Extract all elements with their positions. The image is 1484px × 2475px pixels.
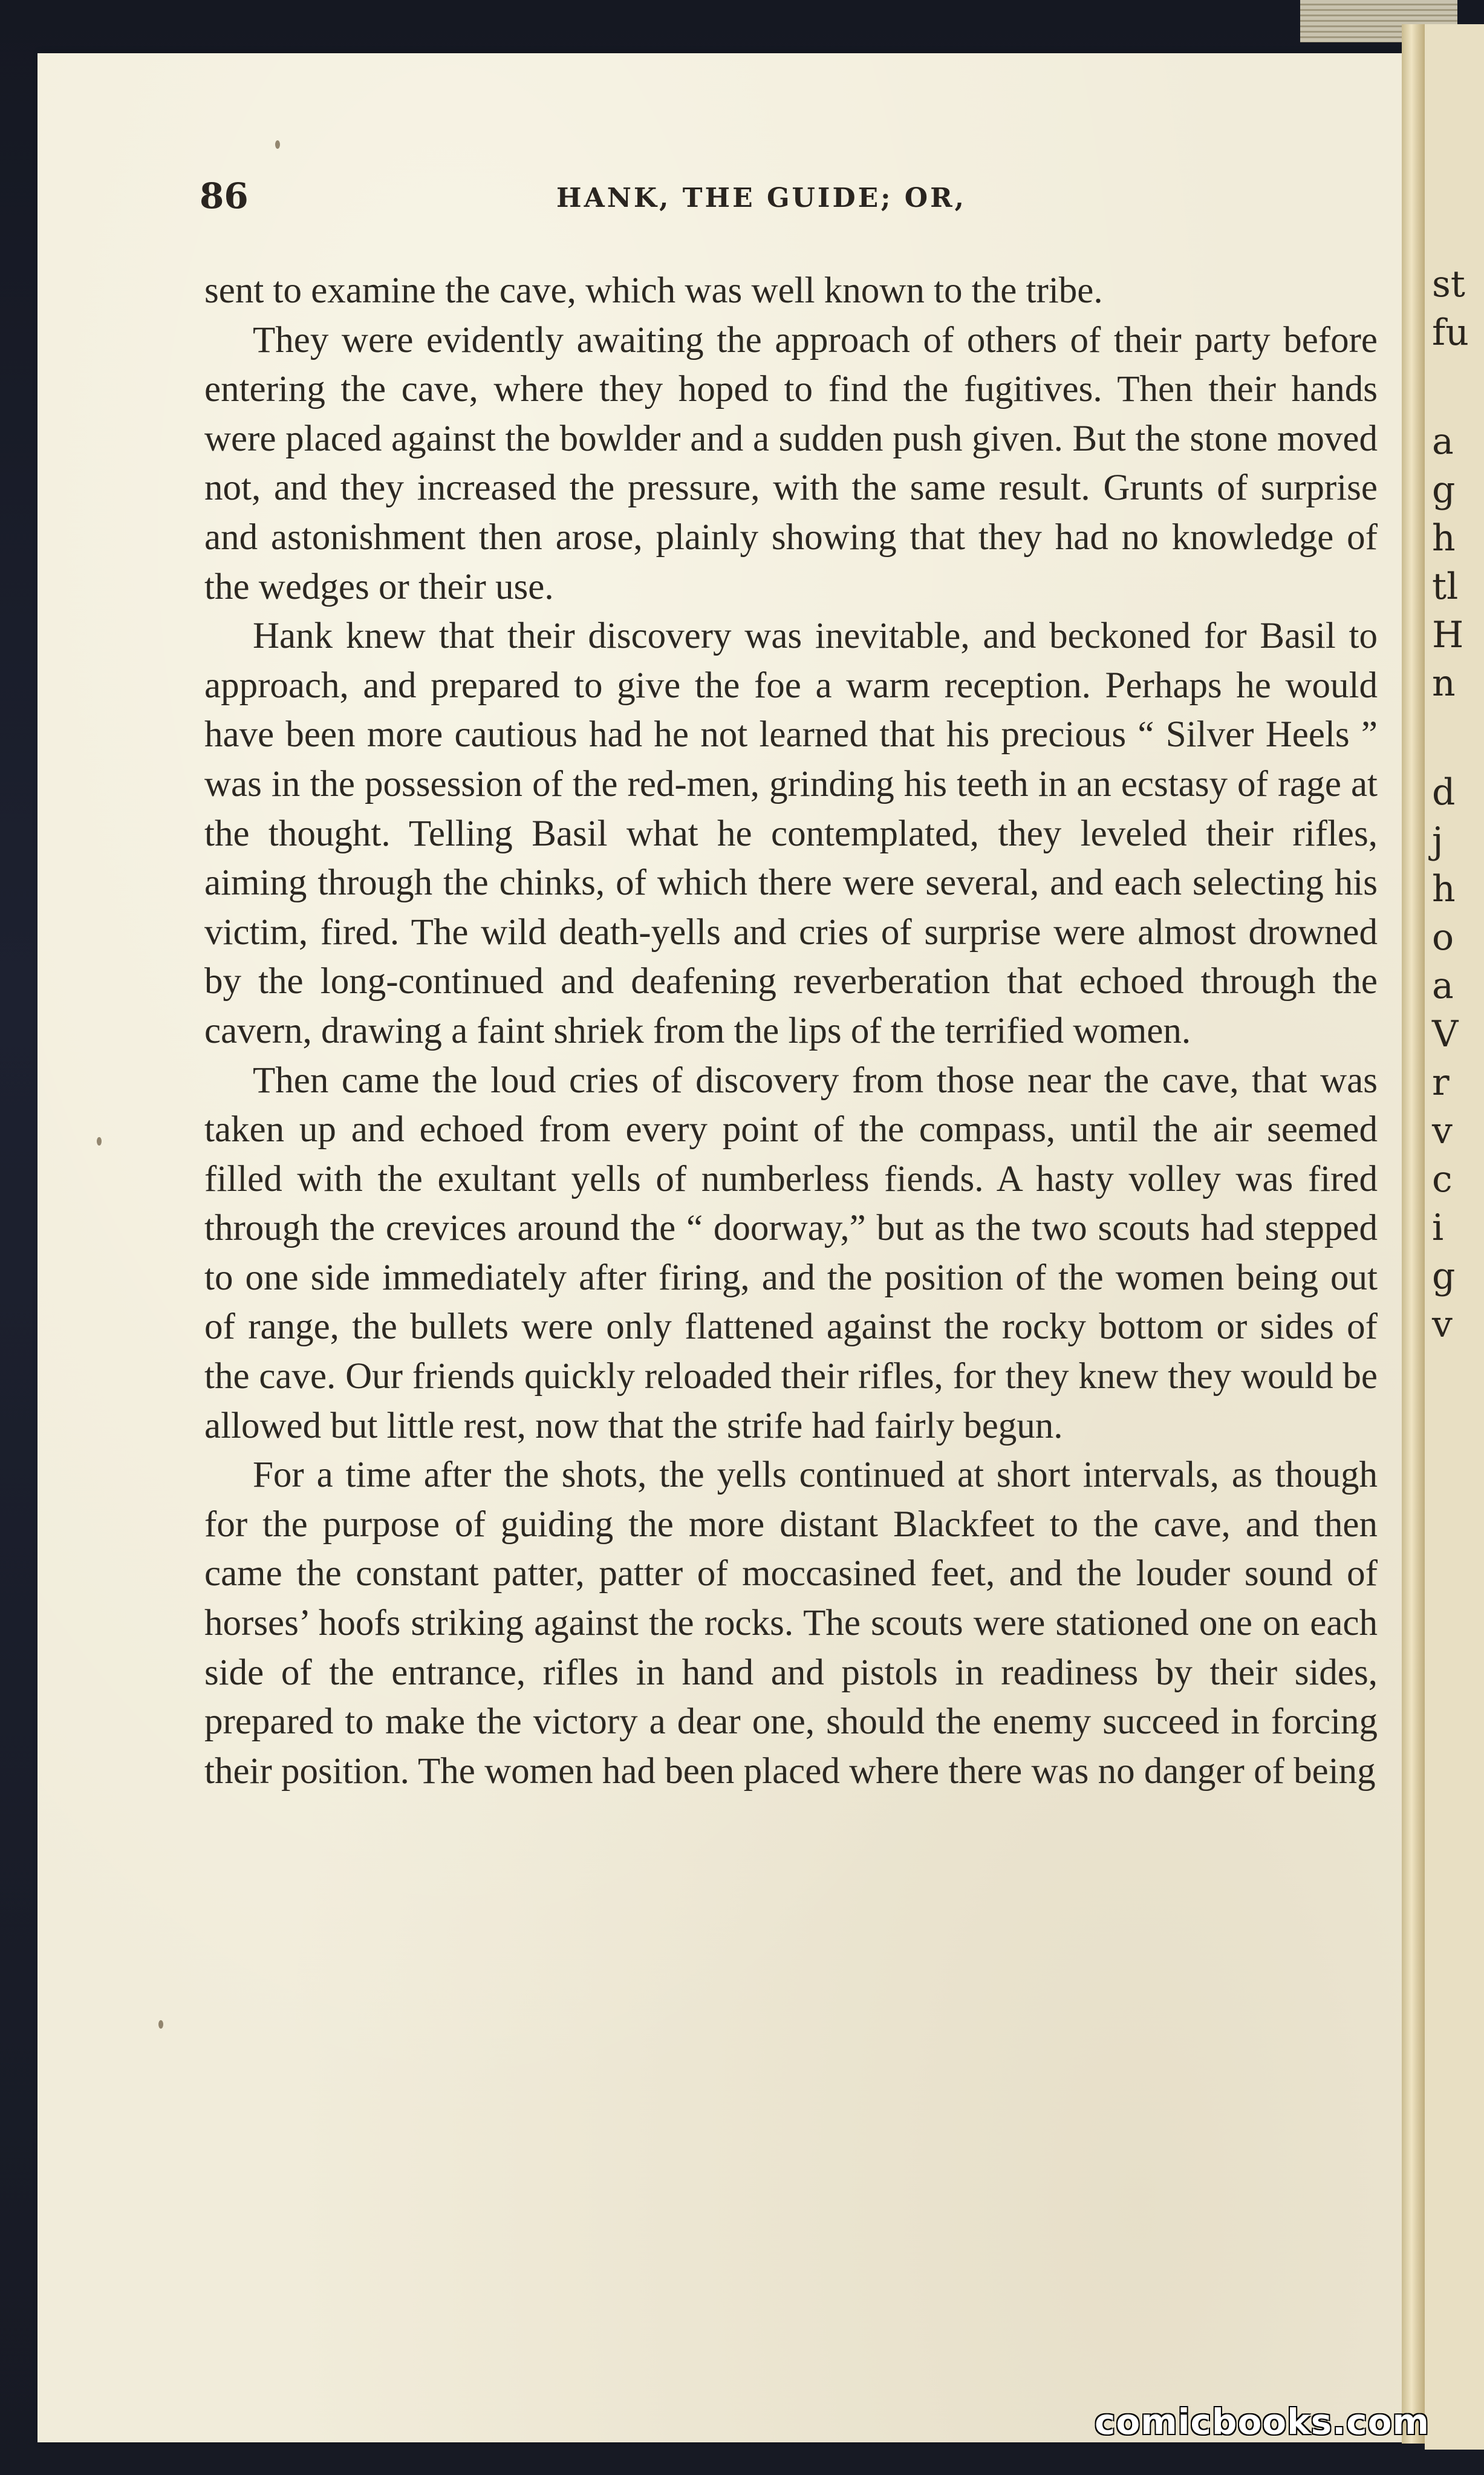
- facing-page-letter: H: [1432, 614, 1464, 656]
- facing-page-letter: o: [1432, 916, 1454, 959]
- facing-page-letter: g: [1432, 1255, 1456, 1297]
- facing-page-letter: h: [1432, 868, 1456, 910]
- facing-page-letter: a: [1432, 420, 1454, 463]
- facing-page-letter: v: [1432, 1303, 1453, 1346]
- paper-speck: [275, 140, 280, 149]
- paragraph: Hank knew that their discovery was inevitable, and beckoned for Basil to approach, and prepared to give the foe a warm reception. Perhaps he would have been more cautious had he not learned that his precious “ Silver Heels ” was in the possession of the red-men, grinding his teeth in an ecstasy of rage at the thought. Telling Basil what he contemplated, they leveled their rifles, aiming through the chinks, of which there were several, and each selecting his victim, fired. The wild death-yells and cries of surprise were almost drowned by the long-continued and deafening reverberation that echoed through the cavern, drawing a faint shriek from the lips of the terrified women.: [204, 616, 1378, 1051]
- page-number: 86: [200, 175, 249, 217]
- facing-page-letter: V: [1432, 1013, 1459, 1055]
- page-header: [200, 175, 1385, 218]
- running-head: HANK, THE GUIDE; OR,: [556, 183, 966, 214]
- paragraph: They were evidently awaiting the approach of others of their party before entering the cave, where they hoped to find the fugitives. Then their hands were placed against the bowlder and a sudden push given. But the stone moved not, and they increased the pressure, with the same result. Grunts of surprise and astonishment then arose, plainly showing that they had no knowledge of the wedges or their use.: [204, 319, 1378, 607]
- paragraph: For a time after the shots, the yells continued at short intervals, as though for the purpose of guiding the more distant Blackfeet to the cave, and then came the constant patter, patter of moccasined feet, and the louder sound of horses’ hoofs striking against the rocks. The scouts were stationed one on each side of the entrance, rifles in hand and pistols in readiness by their sides, prepared to make the victory a dear one, should the enemy succeed in forcing their position. The women had been placed where there was no danger of being: [204, 1455, 1378, 1792]
- facing-page-letter: n: [1432, 662, 1456, 705]
- body-text: [204, 266, 1378, 1796]
- facing-page-letter: st: [1432, 263, 1465, 305]
- facing-page-letter: j: [1432, 820, 1443, 862]
- facing-page-letter: d: [1432, 771, 1456, 814]
- facing-page-letter: i: [1432, 1207, 1444, 1249]
- paragraph: Then came the loud cries of discovery from those near the cave, that was taken up and echoed from every point of the compass, until the air seemed filled with the exultant yells of numberless fiends. A hasty volley was fired through the crevices around the “ doorway,” but as the two scouts had stepped to one side immediately after firing, and the position of the women being out of range, the bullets were only flattened against the rocky bottom or sides of the cave. Our friends quickly reloaded their rifles, for they knew they would be allowed but little rest, now that the strife had fairly begun.: [204, 1060, 1378, 1446]
- facing-page-letter: a: [1432, 965, 1454, 1007]
- facing-page-letter: fu: [1432, 311, 1469, 354]
- facing-page-fragment: [1425, 24, 1484, 2450]
- facing-page-letter: g: [1432, 469, 1456, 511]
- facing-page-letter: v: [1432, 1110, 1453, 1152]
- watermark: comicbooks.com: [1095, 2401, 1430, 2442]
- paper-speck: [97, 1137, 102, 1146]
- facing-page-letter: r: [1432, 1061, 1450, 1104]
- facing-page-letter: c: [1432, 1158, 1453, 1201]
- facing-page-letter: tl: [1432, 566, 1459, 608]
- book-gutter: [1402, 24, 1426, 2444]
- facing-page-letter: h: [1432, 517, 1456, 559]
- paper-speck: [158, 2020, 163, 2029]
- paragraph: sent to examine the cave, which was well known to the tribe.: [204, 270, 1103, 311]
